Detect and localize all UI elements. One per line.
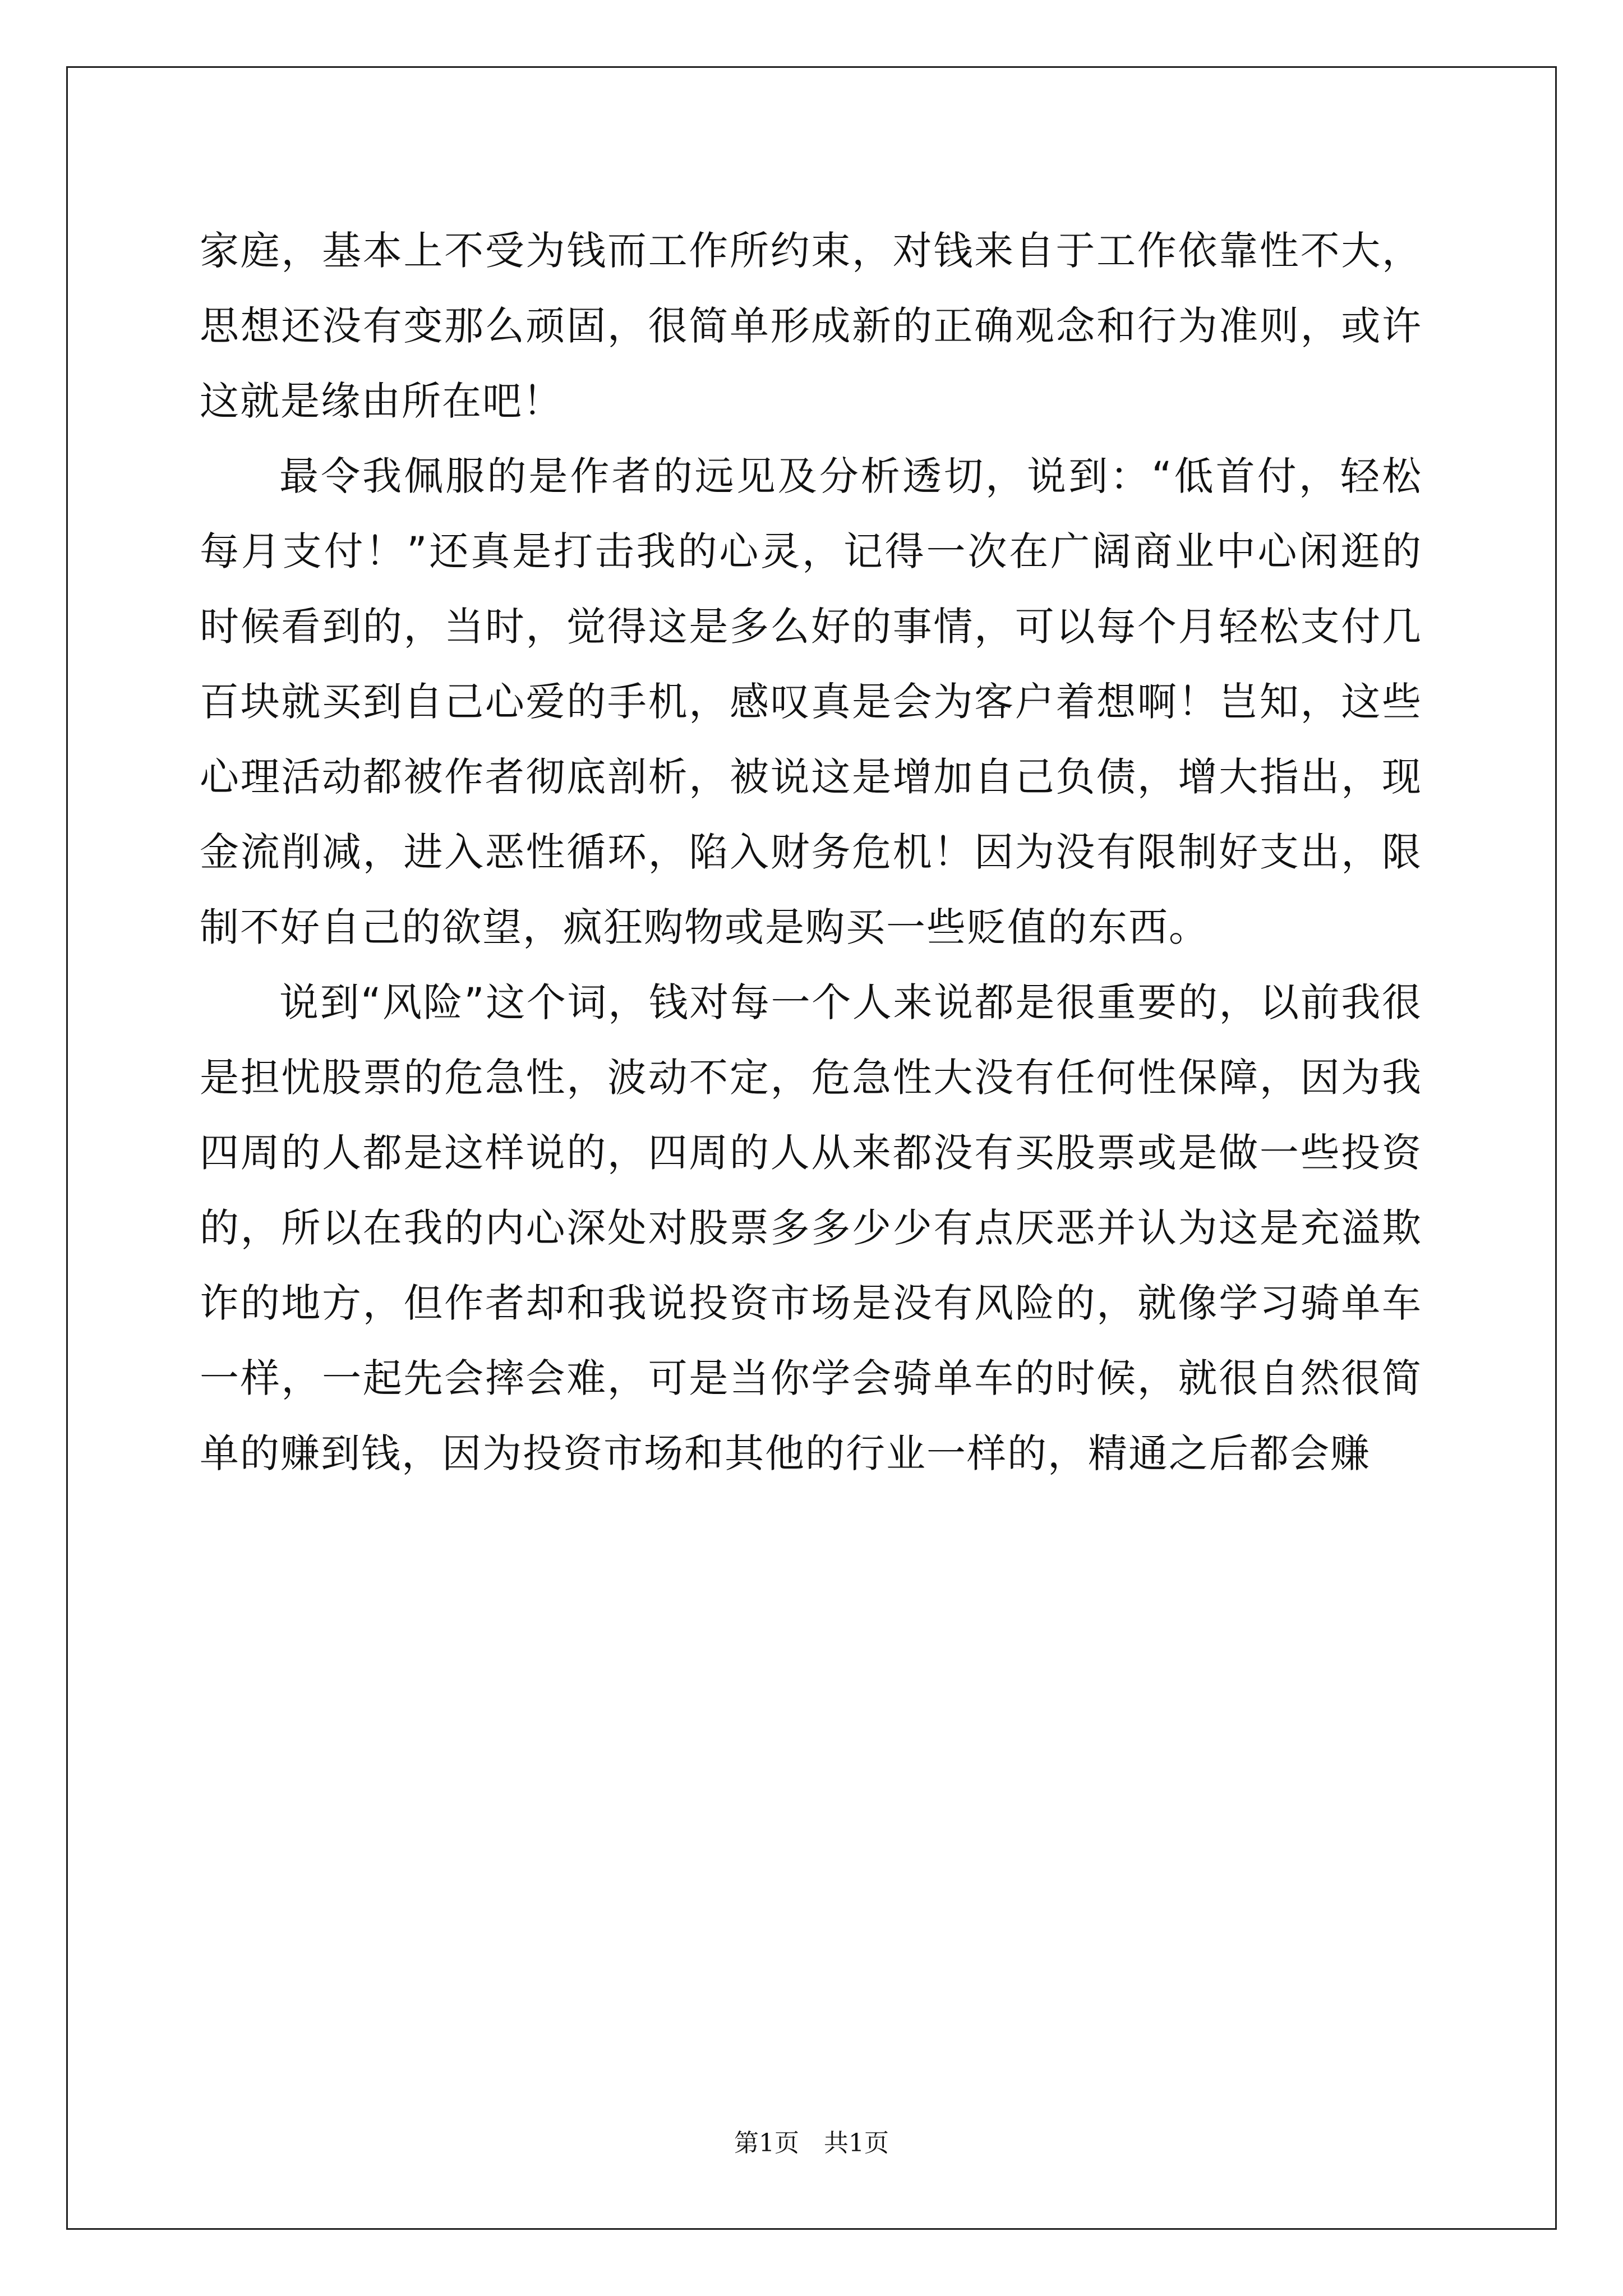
document-body (200, 213, 1422, 1491)
page-footer: 第1页 共1页 (734, 2129, 889, 2157)
paragraph-1: 家庭，基本上不受为钱而工作所约束，对钱来自于工作依靠性不大，思想还没有变那么顽固，很简单形成新的正确观念和行为准则，或许这就是缘由所在吧！ (200, 228, 1422, 424)
paragraph-3: 说到“风险”这个词，钱对每一个人来说都是很重要的，以前我很是担忧股票的危急性，波动不定，危急性大没有任何性保障，因为我四周的人都是这样说的，四周的人从来都没有买股票或是做一些投资的，所以在我的内心深处对股票多多少少有点厌恶并认为这是充溢欺诈的地方，但作者却和我说投资市场是没有风险的，就像学习骑单车一样，一起先会摔会难，可是当你学会骑单车的时候，就很自然很简单的赚到钱，因为投资市场和其他的行业一样的，精通之后都会赚 (200, 979, 1422, 1476)
paragraph-2: 最令我佩服的是作者的远见及分析透切，说到：“低首付，轻松每月支付！”还真是打击我的心灵，记得一次在广阔商业中心闲逛的时候看到的，当时，觉得这是多么好的事情，可以每个月轻松支付几百块就买到自己心爱的手机，感叹真是会为客户着想啊！岂知，这些心理活动都被作者彻底剖析，被说这是增加自己负债，增大指出，现金流削减，进入恶性循环，陷入财务危机！因为没有限制好支出，限制不好自己的欲望，疯狂购物或是购买一些贬值的东西。 (200, 453, 1422, 950)
